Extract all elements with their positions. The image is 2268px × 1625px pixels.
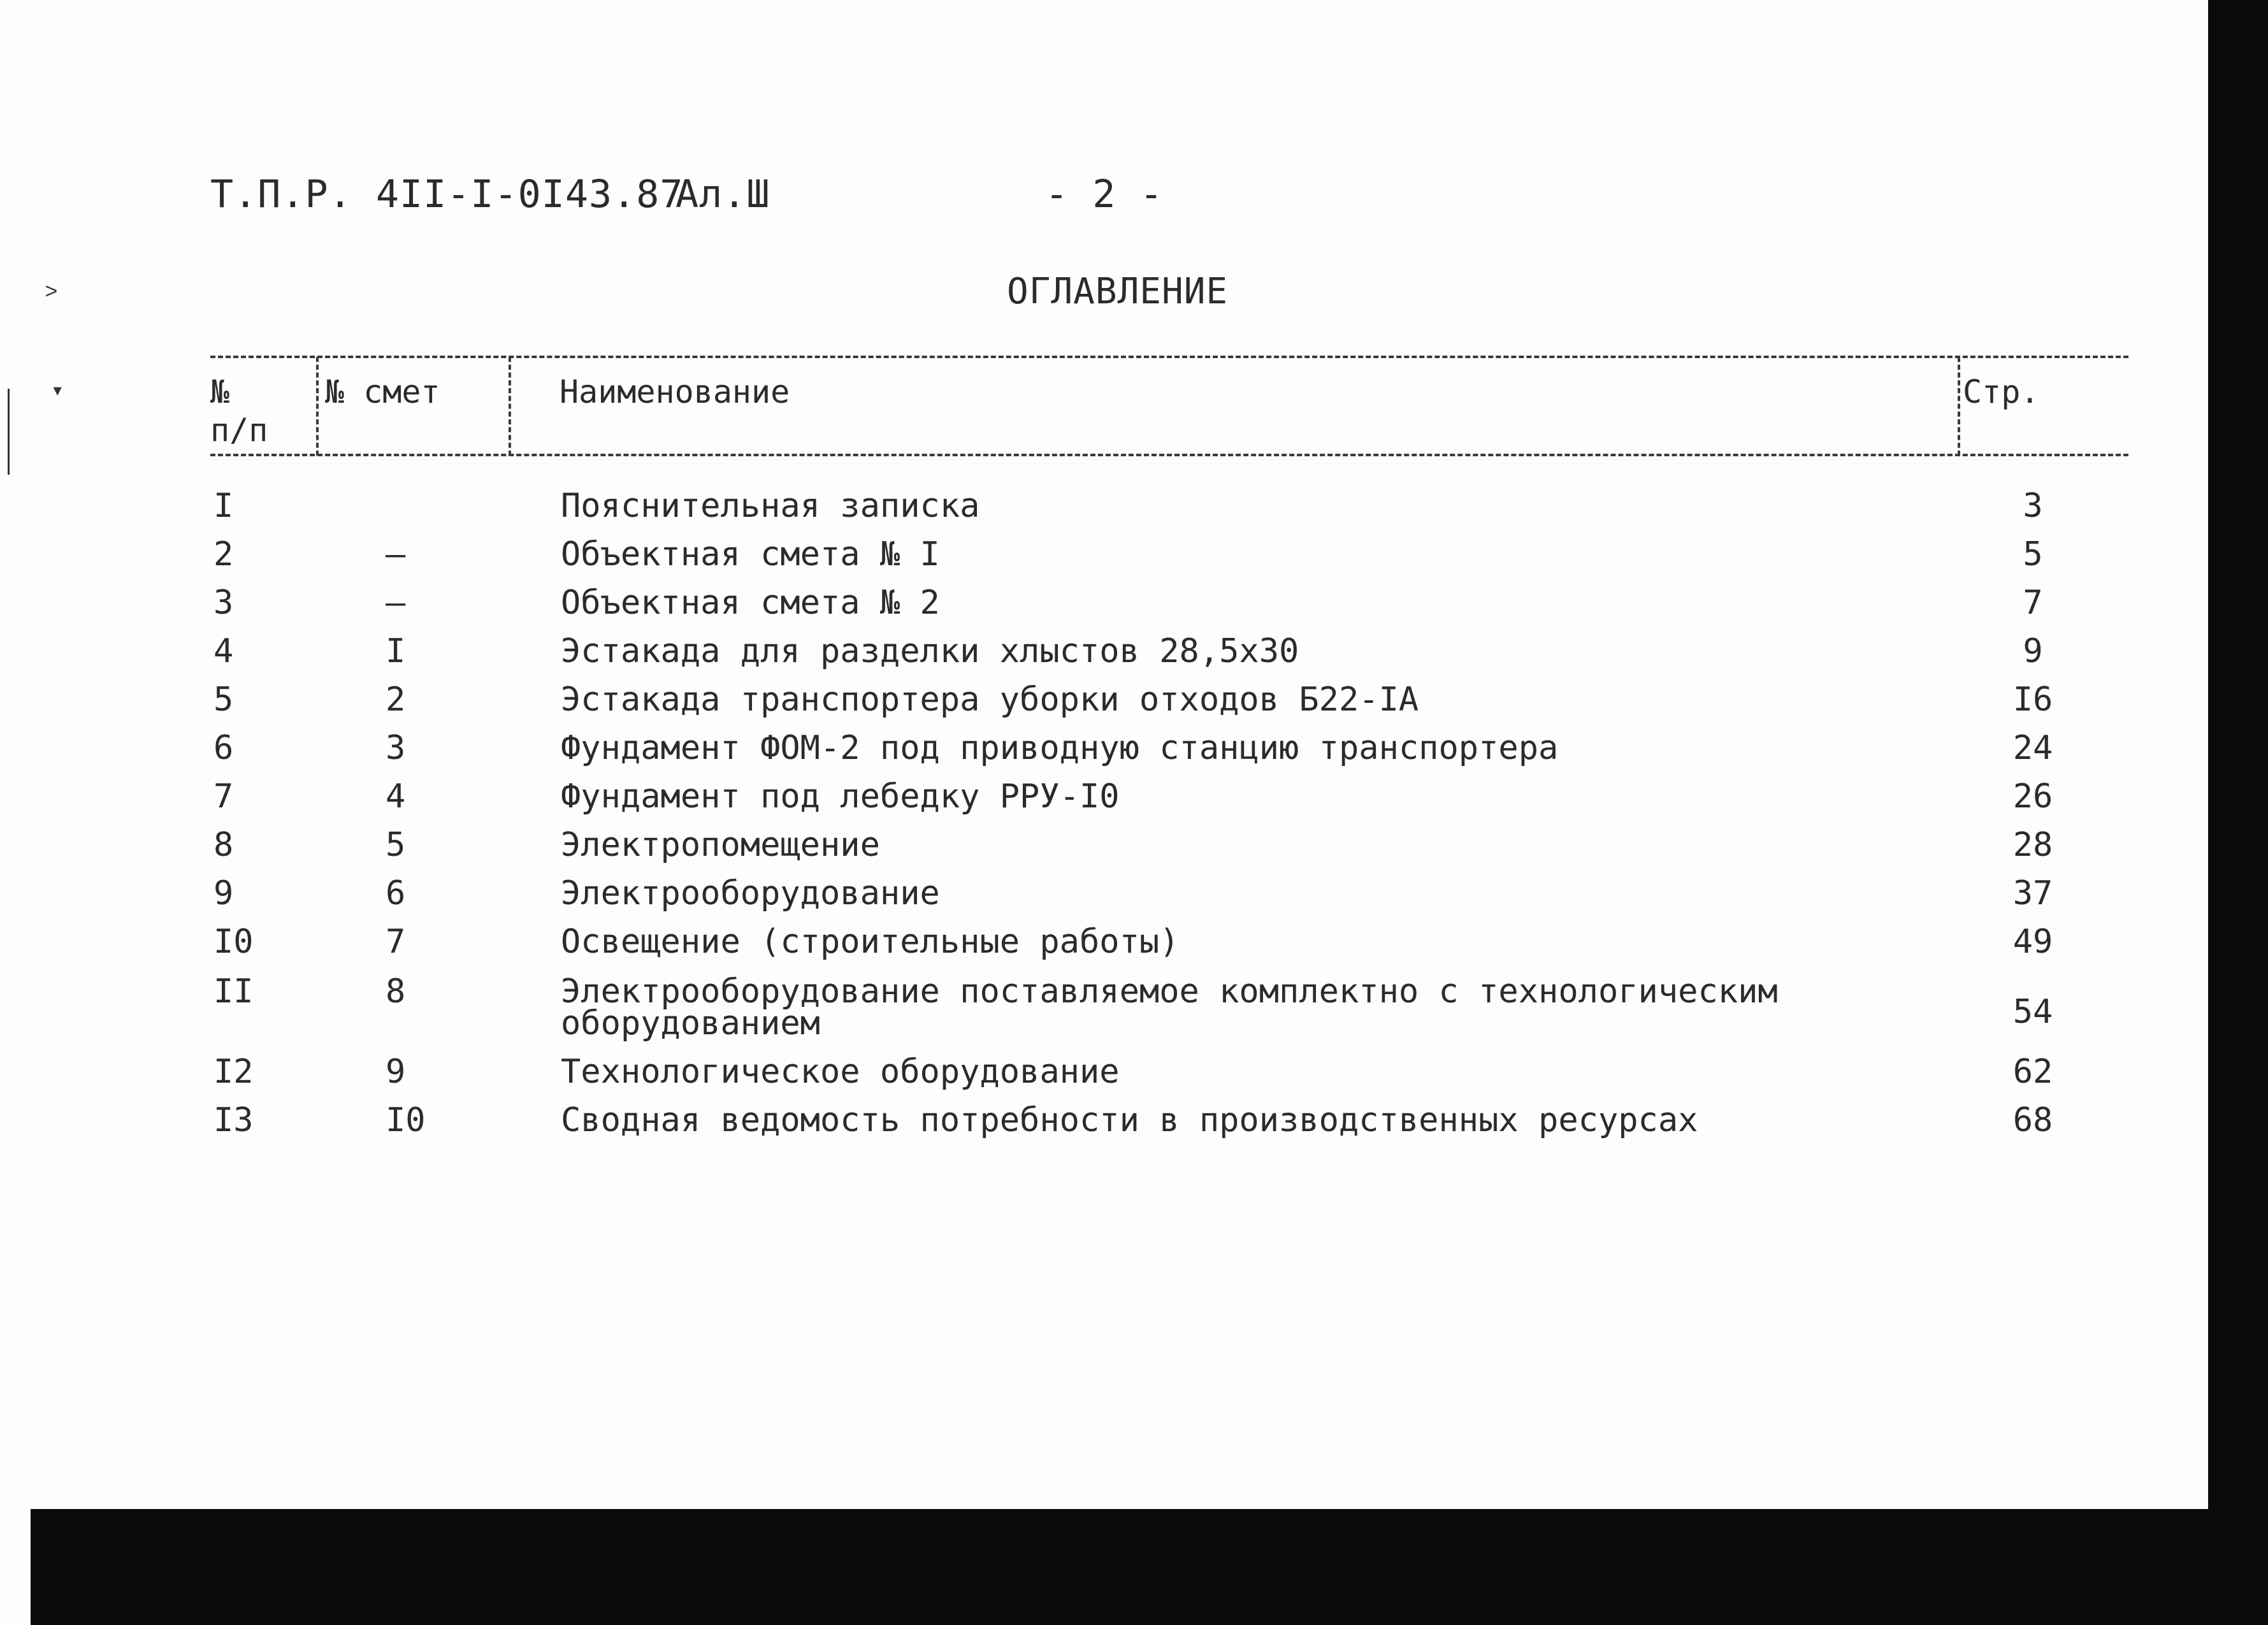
column-header-name: Наименование [560,373,790,410]
row-name: Электропомещение [561,826,880,864]
column-separator [1958,357,1960,456]
scan-speck: ˃ [45,278,58,304]
row-name: Эстакада транспортера уборки отходов Б22-IА [561,681,1419,719]
row-number: 8 [213,826,234,864]
toc-title: ОГЛАВЛЕНИЕ [1007,271,1229,312]
table-row [0,972,2167,1045]
row-number: 3 [213,584,234,622]
row-page: 62 [2012,1053,2053,1091]
column-separator [509,357,511,456]
row-page: 49 [2012,923,2053,961]
row-estimate: – [386,535,406,574]
scan-border-bottom [31,1509,2268,1625]
row-estimate: I [386,632,406,670]
row-page: 3 [2023,487,2043,525]
row-name: Технологическое оборудование [561,1053,1120,1091]
row-page: 9 [2023,632,2043,670]
table-header-border [210,454,2128,456]
row-number: I0 [213,923,254,961]
row-name: Эстакада для разделки хлыстов 28,5х30 [561,632,1299,670]
row-name: Объектная смета № I [561,535,940,574]
row-page: 28 [2012,826,2053,864]
row-estimate: – [386,584,406,622]
row-number: I3 [213,1101,254,1139]
scan-border-right [2208,0,2268,1625]
row-name: Освещение (строительные работы) [561,923,1180,961]
row-page: 5 [2023,535,2043,574]
row-page: I6 [2012,681,2053,719]
table-top-border [210,356,2128,358]
row-page: 68 [2012,1101,2053,1139]
row-number: II [213,972,254,1011]
row-page: 7 [2023,584,2043,622]
row-page: 24 [2012,729,2053,767]
row-name: Фундамент ФОМ-2 под приводную станцию транспортера [561,729,1559,767]
row-name-continuation: оборудованием [561,1004,820,1043]
row-name: Электрооборудование поставляемое комплектно с технологическим [561,972,1778,1011]
column-header-estimate: № смет [325,373,440,410]
row-name: Объектная смета № 2 [561,584,940,622]
row-estimate: 4 [386,777,406,816]
row-page: 26 [2012,777,2053,816]
row-estimate: 7 [386,923,406,961]
row-number: I2 [213,1053,254,1091]
column-separator [316,357,319,456]
row-number: 2 [213,535,234,574]
row-page: 54 [2012,993,2053,1031]
row-estimate: 8 [386,972,406,1011]
row-page: 37 [2012,874,2053,913]
scan-speck: ▾ [51,377,64,403]
row-estimate: 6 [386,874,406,913]
row-number: 9 [213,874,234,913]
row-number: 4 [213,632,234,670]
row-estimate: 2 [386,681,406,719]
column-header-num: № п/п [210,373,268,449]
row-name: Фундамент под лебедку РРУ-I0 [561,777,1120,816]
row-name: Сводная ведомость потребности в производственных ресурсах [561,1101,1698,1139]
row-estimate: I0 [386,1101,426,1139]
page-number: - 2 - [1045,172,1164,217]
row-estimate: 5 [386,826,406,864]
row-number: 7 [213,777,234,816]
row-name: Электрооборудование [561,874,940,913]
row-estimate: 9 [386,1053,406,1091]
scan-mark [8,389,10,475]
row-estimate: 3 [386,729,406,767]
row-name: Пояснительная записка [561,487,980,525]
row-number: 5 [213,681,234,719]
sheet-label: Ал.Ш [675,172,770,217]
document-code: Т.П.Р. 4II-I-0I43.87 [210,172,684,217]
row-number: 6 [213,729,234,767]
column-header-page: Стр. [1963,373,2040,410]
row-number: I [213,487,234,525]
